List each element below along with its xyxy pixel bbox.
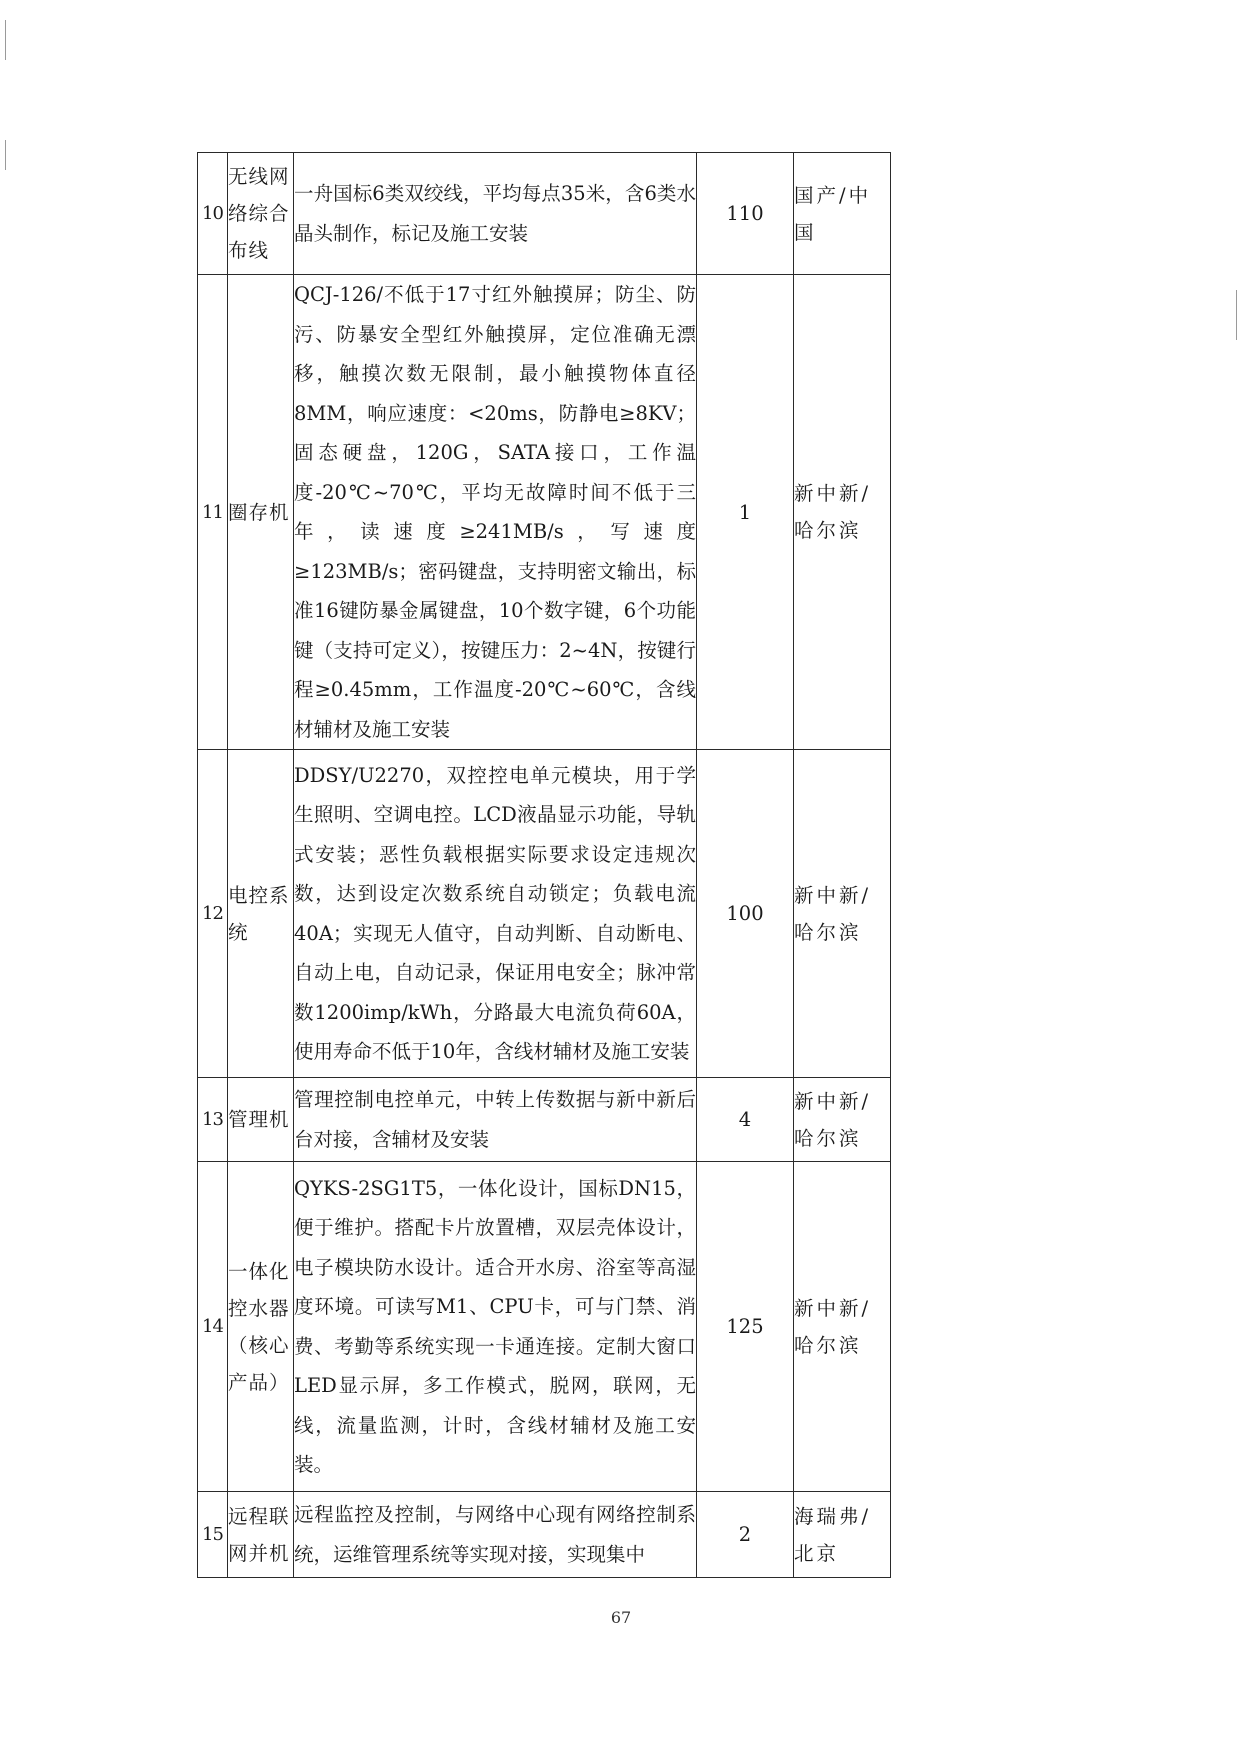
item-quantity: 100	[697, 750, 794, 1078]
item-quantity: 125	[697, 1162, 794, 1492]
item-description: QCJ-126/不低于17寸红外触摸屏；防尘、防污、防暴安全型红外触摸屏，定位准确无漂移，触摸次数无限制，最小触摸物体直径8MM，响应速度：<20ms，防静电≥8KV；固态硬盘，120G，SATA接口，工作温度-20℃~70℃，平均无故障时间不低于三年，读速度≥241MB/s，写速度≥123MB/s；密码键盘，支持明密文输出，标准16键防暴金属键盘，10个数字键，6个功能键（支持可定义），按键压力：2~4N，按键行程≥0.45mm，工作温度-20℃~60℃，含线材辅材及施工安装	[294, 275, 697, 750]
item-origin: 国产/中国	[794, 153, 891, 275]
item-description: 一舟国标6类双绞线，平均每点35米，含6类水晶头制作，标记及施工安装	[294, 153, 697, 275]
row-number: 10	[198, 153, 228, 275]
table-row	[198, 1492, 891, 1578]
item-origin: 新中新/哈尔滨	[794, 275, 891, 750]
item-description: DDSY/U2270，双控控电单元模块，用于学生照明、空调电控。LCD液晶显示功能，导轨式安装；恶性负载根据实际要求设定违规次数，达到设定次数系统自动锁定；负载电流40A；实现无人值守，自动判断、自动断电、自动上电，自动记录，保证用电安全；脉冲常数1200imp/kWh，分路最大电流负荷60A，使用寿命不低于10年，含线材辅材及施工安装	[294, 750, 697, 1078]
item-name: 电控系统	[228, 750, 294, 1078]
row-number: 14	[198, 1162, 228, 1492]
item-name: 远程联网并机	[228, 1492, 294, 1578]
item-origin: 新中新/哈尔滨	[794, 750, 891, 1078]
scan-edge-mark	[1236, 290, 1237, 340]
table-row	[198, 1078, 891, 1162]
item-description: 远程监控及控制，与网络中心现有网络控制系统，运维管理系统等实现对接，实现集中	[294, 1492, 697, 1578]
scan-edge-mark	[5, 20, 6, 60]
table-row	[198, 750, 891, 1078]
item-name: 无线网络综合布线	[228, 153, 294, 275]
item-quantity: 1	[697, 275, 794, 750]
row-number: 12	[198, 750, 228, 1078]
item-origin: 新中新/哈尔滨	[794, 1162, 891, 1492]
table-row	[198, 1162, 891, 1492]
scan-edge-mark	[5, 140, 6, 170]
item-name: 管理机	[228, 1078, 294, 1162]
item-origin: 海瑞弗/北京	[794, 1492, 891, 1578]
item-description: QYKS-2SG1T5，一体化设计，国标DN15，便于维护。搭配卡片放置槽，双层壳体设计，电子模块防水设计。适合开水房、浴室等高湿度环境。可读写M1、CPU卡，可与门禁、消费、考勤等系统实现一卡通连接。定制大窗口LED显示屏，多工作模式，脱网，联网，无线，流量监测，计时，含线材辅材及施工安装。	[294, 1162, 697, 1492]
equipment-spec-table	[197, 152, 891, 1578]
item-quantity: 4	[697, 1078, 794, 1162]
item-name: 一体化控水器（核心产品）	[228, 1162, 294, 1492]
page-number: 67	[610, 1608, 632, 1627]
row-number: 13	[198, 1078, 228, 1162]
item-quantity: 110	[697, 153, 794, 275]
item-origin: 新中新/哈尔滨	[794, 1078, 891, 1162]
row-number: 11	[198, 275, 228, 750]
table-row	[198, 153, 891, 275]
item-description: 管理控制电控单元，中转上传数据与新中新后台对接，含辅材及安装	[294, 1078, 697, 1162]
row-number: 15	[198, 1492, 228, 1578]
item-quantity: 2	[697, 1492, 794, 1578]
table-row	[198, 275, 891, 750]
item-name: 圈存机	[228, 275, 294, 750]
